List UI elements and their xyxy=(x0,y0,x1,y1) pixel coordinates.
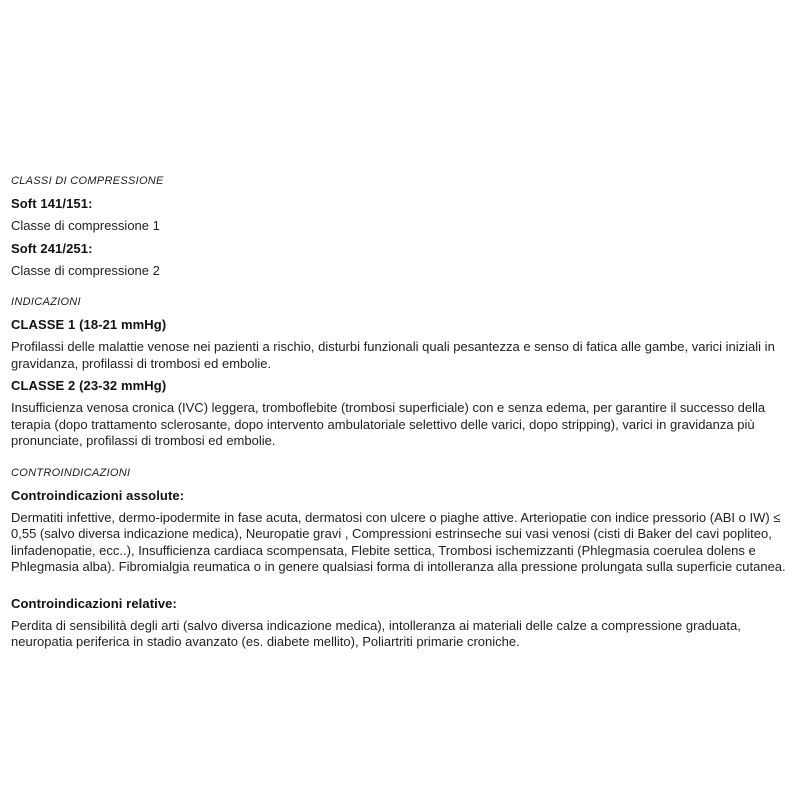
item-label-classe-2: CLASSE 2 (23-32 mmHg) xyxy=(11,378,167,393)
doc-item-controindicazioni-assolute xyxy=(11,489,790,576)
doc-item-classe-2 xyxy=(11,379,790,450)
item-label-soft-141-151: Soft 141/151: xyxy=(11,196,93,211)
item-text-soft-141-151: Classe di compressione 1 xyxy=(11,218,160,233)
section-classi-di-compressione xyxy=(11,175,790,279)
item-label-controindicazioni-relative: Controindicazioni relative: xyxy=(11,595,177,611)
item-text-controindicazioni-relative: Perdita di sensibilità degli arti (salvo diversa indicazione medica), intolleranza ai materiali delle calze a compressione graduata, neuropatia periferica in stadio avanzato (es. diabete mellito), Poliartriti primarie croniche. xyxy=(11,617,741,649)
item-text-soft-241-251: Classe di compressione 2 xyxy=(11,262,160,278)
section-indicazioni xyxy=(11,296,790,450)
section-heading-classi-di-compressione: CLASSI DI COMPRESSIONE xyxy=(11,175,164,187)
item-label-controindicazioni-assolute: Controindicazioni assolute: xyxy=(11,487,185,503)
doc-item-classe-1 xyxy=(11,318,790,372)
doc-item-controindicazioni-relative xyxy=(11,597,790,651)
section-controindicazioni xyxy=(11,467,790,651)
item-label-classe-1: CLASSE 1 (18-21 mmHg) xyxy=(11,317,167,332)
item-label-soft-241-251: Soft 241/251: xyxy=(11,240,93,256)
item-text-classe-1: Profilassi delle malattie venose nei pazienti a rischio, disturbi funzionali quali pesantezza e senso di fatica alle gambe, varici iniziali in gravidanza, profilassi di trombosi ed embolie. xyxy=(11,339,775,371)
section-heading-controindicazioni: CONTROINDICAZIONI xyxy=(11,466,131,479)
section-heading-indicazioni: INDICAZIONI xyxy=(11,296,81,308)
item-text-classe-2: Insufficienza venosa cronica (IVC) leggera, tromboflebite (trombosi superficiale) con e senza edema, per garantire il successo della terapia (dopo trattamento sclerosante, dopo intervento ambulatoriale selettivo delle varici, dopo stripping), varici in gravidanza più pronunciate, profilassi di trombosi ed embolie. xyxy=(11,400,766,448)
item-text-controindicazioni-assolute: Dermatiti infettive, dermo-ipodermite in fase acuta, dermatosi con ulcere o piaghe attive. Arteriopatie con indice pressorio (ABI o IW) ≤ 0,55 (salvo diversa indicazione medica), Neuropatie gravi , Compressioni estrinseche sui vasi venosi (cisti di Baker del cavi popliteo, linfadenopatie, ecc..), Insufficienza cardiaca scompensata, Flebite settica, Trombosi ischemizzanti (Phlegmasia coerulea dolens e Phlegmasia alba). Fibromialgia reumatica o in genere qualsiasi forma di intolleranza alla pressione prolungata sulla superficie cutanea. xyxy=(11,509,786,574)
doc-item-soft-141-151 xyxy=(11,197,790,235)
doc-item-soft-241-251 xyxy=(11,242,790,280)
